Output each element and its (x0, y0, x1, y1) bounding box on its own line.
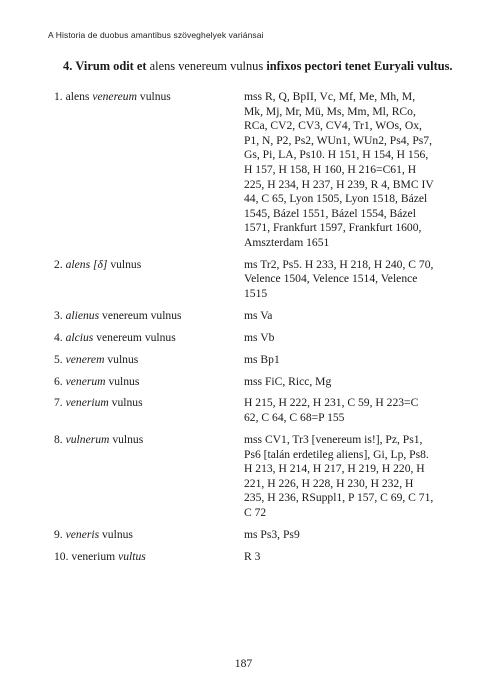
variant-entry-3 (54, 309, 434, 324)
variant-text: venerium (71, 549, 116, 563)
variant-text: vulnus (102, 527, 133, 541)
variant-reading (54, 258, 244, 302)
variant-italic-text: venerium (65, 396, 109, 410)
variant-number: 4. (54, 330, 63, 344)
variant-reading (54, 433, 244, 521)
witness-list: H 215, H 222, H 231, C 59, H 223=C 62, C 64, C 68=P 155 (244, 396, 419, 425)
section-heading (63, 59, 458, 74)
variant-italic-text: alienus (65, 308, 100, 322)
heading-bold-text-1: Virum odit et (75, 59, 147, 73)
variant-entry-4 (54, 331, 434, 346)
heading-bold-text-2: infixos pectori tenet Euryali vultus. (266, 59, 453, 73)
variant-number: 1. (54, 90, 63, 103)
running-head: A Historia de duobus amantibus szöveghelyek variánsai (48, 30, 264, 40)
variant-italic-text: venereum (92, 90, 137, 103)
variant-number: 7. (54, 396, 63, 410)
page-number: 187 (234, 657, 253, 670)
variant-italic-text: vulnerum (65, 432, 110, 446)
variant-number: 10. (54, 549, 69, 563)
variant-italic-text: venerem (65, 352, 105, 366)
variant-number: 5. (54, 352, 63, 366)
variant-number: 3. (54, 308, 63, 322)
variant-reading (54, 396, 244, 425)
heading-regular-text: alens venereum vulnus (149, 59, 264, 73)
variant-entry-9 (54, 528, 434, 543)
variant-text: vulnus (112, 432, 144, 446)
variant-italic-text: alcius (65, 330, 94, 344)
witness-list: ms Tr2, Ps5. H 233, H 218, H 240, C 70, Velence 1504, Velence 1514, Velence 1515 (244, 257, 434, 301)
variant-list (54, 90, 434, 564)
variant-number: 2. (54, 257, 63, 271)
variant-text: vulnus (108, 374, 140, 388)
variant-reading (54, 353, 244, 368)
variant-italic-text: veneris (65, 527, 100, 541)
variant-entry-1 (54, 90, 434, 251)
variant-italic-text: vultus (118, 549, 146, 563)
witness-list: ms Ps3, Ps9 (244, 527, 300, 541)
variant-reading (54, 550, 244, 565)
witness-list: mss R, Q, BpII, Vc, Mf, Me, Mh, M, Mk, Mj, Mr, Mü, Ms, Mm, Ml, RCo, RCa, CV2, CV3, CV4, Tr1, WOs, Ox, P1, N, P2, Ps2, WUn1, WUn2, Ps4, Ps7, Gs, Pi, LA, Ps10. H 151, H 154, H 156, H 157, H 158, H 160, H 216=C61, H 225, H 234, H 237, H 239, R 4, BMC IV 44, C 65, Lyon 1505, Lyon 1518, Bázel 1545, Bázel 1551, Bázel 1554, Bázel 1571, Frankfurt 1597, Frankfurt 1600, Amszterdam 1651 (244, 90, 434, 249)
variant-reading (54, 331, 244, 346)
witness-list: R 3 (244, 549, 261, 563)
variant-text: vulnus (139, 90, 171, 103)
witness-list: mss CV1, Tr3 [venereum is!], Pz, Ps1, Ps6 [talán erdetileg aliens], Gi, Lp, Ps8. H 213, H 214, H 217, H 219, H 220, H 221, H 226, H 228, H 230, H 232, H 235, H 236, RSuppl1, P 157, C 69, C 71, C 72 (244, 432, 434, 519)
variant-reading (54, 90, 244, 251)
witness-list: ms Va (244, 308, 273, 322)
witness-list: ms Bp1 (244, 352, 280, 366)
variant-reading (54, 309, 244, 324)
variant-text: vulnus (110, 257, 142, 271)
variant-text: venereum vulnus (102, 308, 182, 322)
variant-text: alens (65, 90, 90, 103)
variant-entry-10 (54, 550, 434, 565)
variant-entry-5 (54, 353, 434, 368)
variant-italic-text: venerum (65, 374, 106, 388)
variant-text: vulnus (111, 396, 143, 410)
variant-entry-6 (54, 375, 434, 390)
variant-text: venereum vulnus (96, 330, 176, 344)
witness-list: ms Vb (244, 330, 275, 344)
variant-entry-8 (54, 433, 434, 521)
variant-text: vulnus (107, 352, 139, 366)
variant-reading (54, 375, 244, 390)
variant-number: 6. (54, 374, 63, 388)
variant-reading (54, 528, 244, 543)
variant-italic-text: alens [δ] (65, 257, 108, 271)
variant-number: 9. (54, 527, 63, 541)
witness-list: mss FiC, Ricc, Mg (244, 374, 332, 388)
variant-number: 8. (54, 432, 63, 446)
variant-entry-2 (54, 258, 434, 302)
variant-entry-7 (54, 396, 434, 425)
heading-number: 4. (63, 59, 73, 73)
